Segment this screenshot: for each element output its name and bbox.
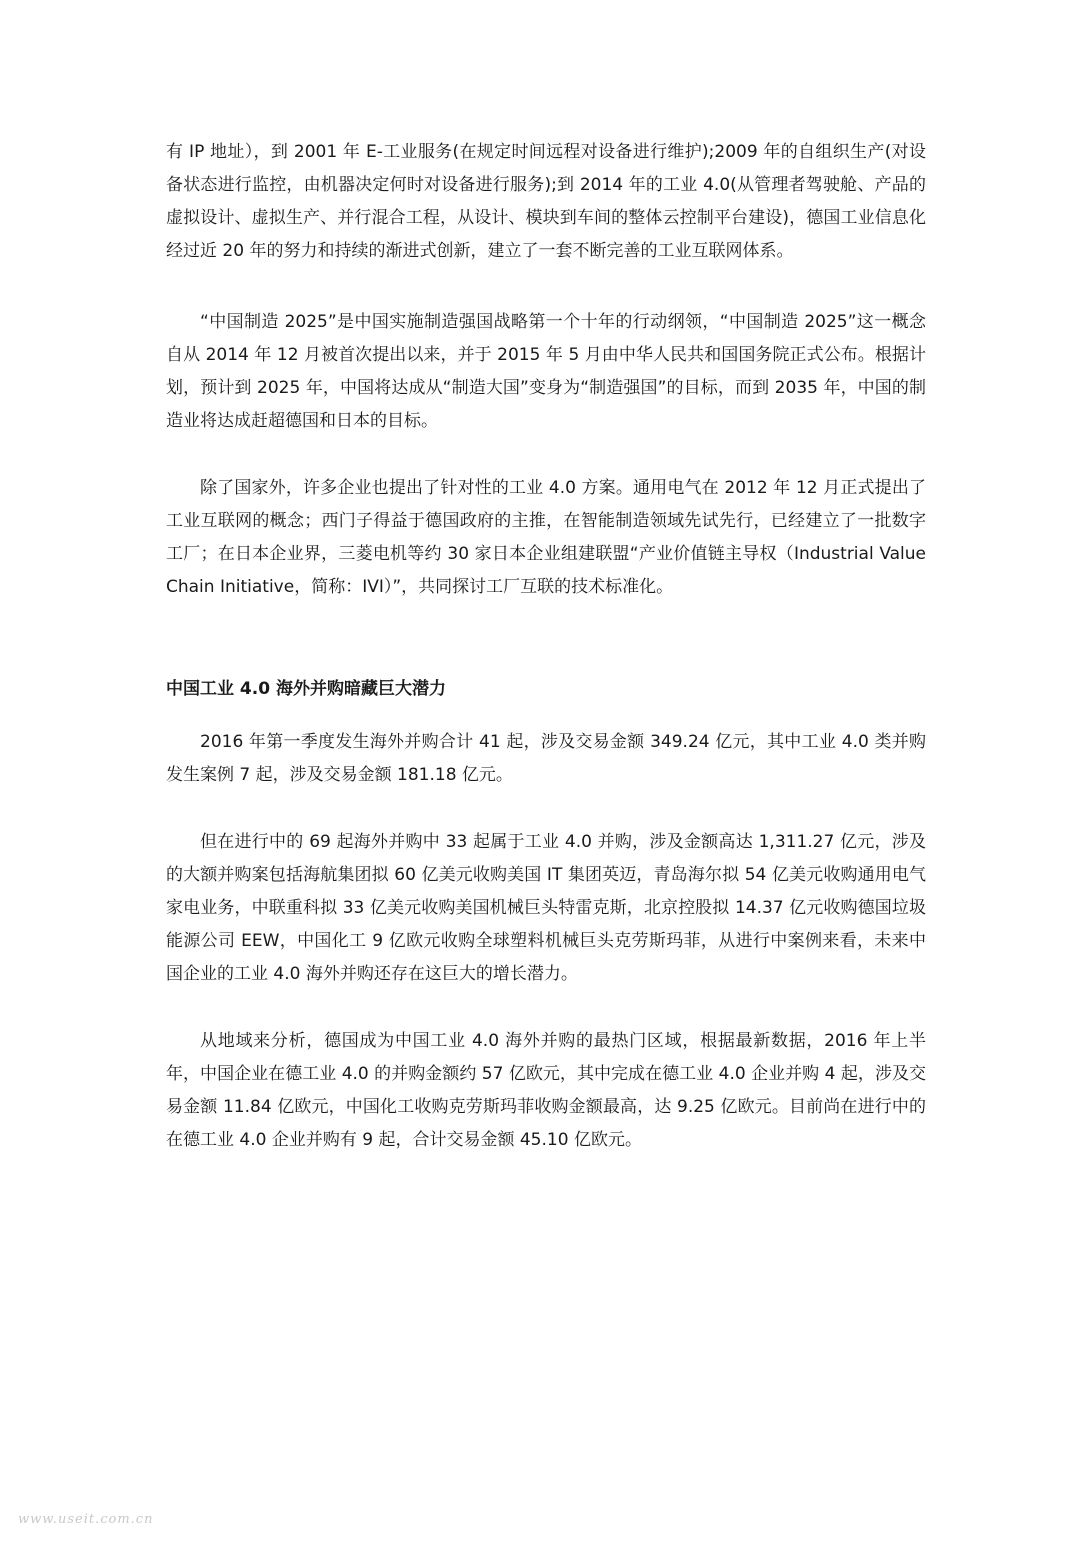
paragraph-german-industry-history: 有 IP 地址），到 2001 年 E-工业服务(在规定时间远程对设备进行维护);2009 年的自组织生产(对设备状态进行监控，由机器决定何时对设备进行服务);到 2014 年的工业 4.0(从管理者驾驶舱、产品的虚拟设计、虚拟生产、并行混合工程，从设计、模块到车间的整体云控制平台建设)，德国工业信息化经过近 20 年的努力和持续的渐进式创新，建立了一套不断完善的工业互联网体系。 xyxy=(166,142,926,261)
site-watermark: www.useit.com.cn xyxy=(18,1512,154,1527)
paragraph-q1-acquisitions: 2016 年第一季度发生海外并购合计 41 起，涉及交易金额 349.24 亿元，其中工业 4.0 类并购发生案例 7 起，涉及交易金额 181.18 亿元。 xyxy=(166,732,926,785)
paragraph-germany-region: 从地域来分析，德国成为中国工业 4.0 海外并购的最热门区域，根据最新数据，2016 年上半年，中国企业在德工业 4.0 的并购金额约 57 亿欧元，其中完成在德工业 4.0 企业并购 4 起，涉及交易金额 11.84 亿欧元，中国化工收购克劳斯玛菲收购金额最高，达 9.25 亿欧元。目前尚在进行中的在德工业 4.0 企业并购有 9 起，合计交易金额 45.10 亿欧元。 xyxy=(166,1031,926,1150)
paragraph-made-in-china-2025: “中国制造 2025”是中国实施制造强国战略第一个十年的行动纲领，“中国制造 2025”这一概念自从 2014 年 12 月被首次提出以来，并于 2015 年 5 月由中华人民共和国国务院正式公布。根据计划，预计到 2025 年，中国将达成从“制造大国”变身为“制造强国”的目标，而到 2035 年，中国的制造业将达成赶超德国和日本的目标。 xyxy=(166,312,926,431)
document-body xyxy=(166,136,926,1191)
paragraph-ongoing-acquisitions: 但在进行中的 69 起海外并购中 33 起属于工业 4.0 并购，涉及金额高达 1,311.27 亿元，涉及的大额并购案包括海航集团拟 60 亿美元收购美国 IT 集团英迈，青岛海尔拟 54 亿美元收购通用电气家电业务，中联重科拟 33 亿美元收购美国机械巨头特雷克斯，北京控股拟 14.37 亿元收购德国垃圾能源公司 EEW，中国化工 9 亿欧元收购全球塑料机械巨头克劳斯玛菲，从进行中案例来看，未来中国企业的工业 4.0 海外并购还存在这巨大的增长潜力。 xyxy=(166,832,926,984)
paragraph-enterprise-solutions: 除了国家外，许多企业也提出了针对性的工业 4.0 方案。通用电气在 2012 年 12 月正式提出了工业互联网的概念；西门子得益于德国政府的主推，在智能制造领域先试先行，已经建立了一批数字工厂；在日本企业界，三菱电机等约 30 家日本企业组建联盟“产业价值链主导权（Industrial Value Chain Initiative，简称：IVI）”，共同探讨工厂互联的技术标准化。 xyxy=(166,478,926,597)
section-heading: 中国工业 4.0 海外并购暗藏巨大潜力 xyxy=(166,679,446,699)
